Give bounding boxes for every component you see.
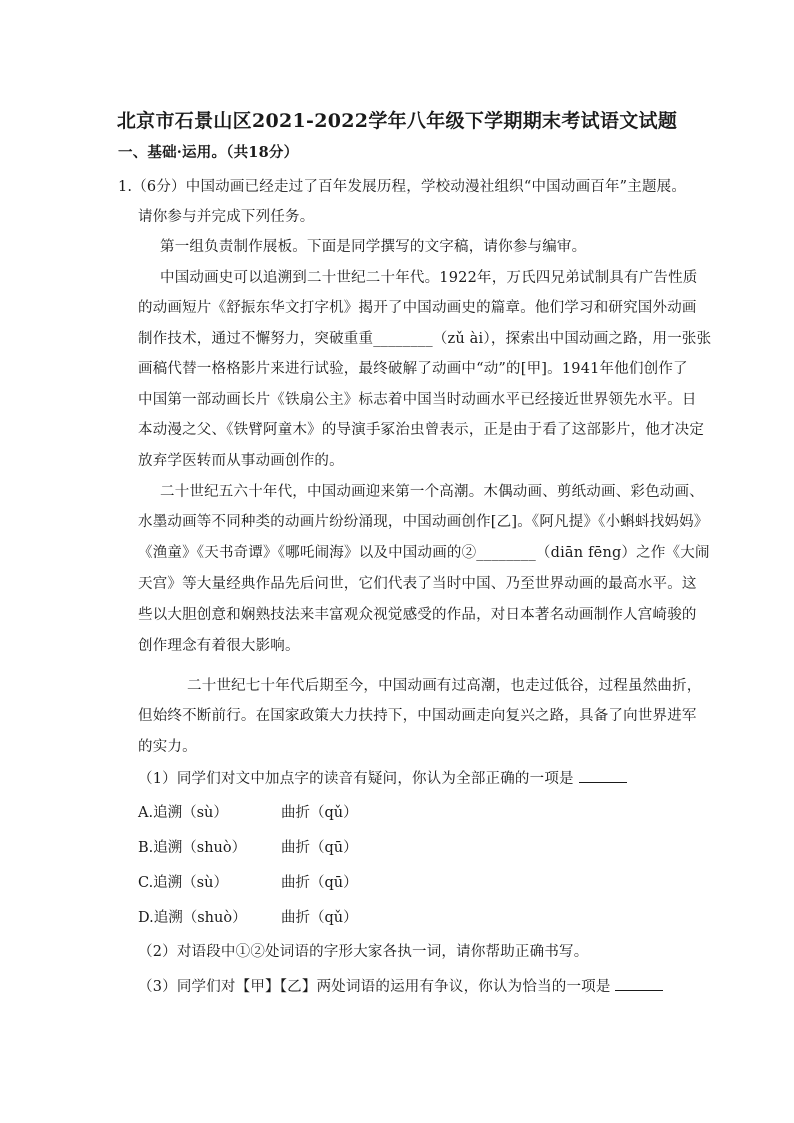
paragraph-2-line-5: 些以大胆创意和娴熟技法来丰富观众视觉感受的作品，对日本著名动画制作人宫崎骏的 (138, 607, 697, 623)
option-c[interactable] (138, 873, 358, 893)
paragraph-1-line-3: 制作技术，通过不懈努力，突破重重________（zǔ ài），探索出中国动画之路，用一张张 (138, 331, 712, 347)
paragraph-2-line-6: 创作理念有着很大影响。 (138, 638, 300, 654)
paragraph-2-line-3: 《渔童》《天书奇谭》《哪吒闹海》以及中国动画的②________（diān fēng）之作《大闹 (138, 545, 710, 561)
paragraph-1-line-6: 本动漫之父、《铁臂阿童木》的导演手冢治虫曾表示，正是由于看了这部影片，他才决定 (138, 422, 705, 438)
option-a-part1: A.追溯（sù） (138, 805, 228, 821)
subquestion-3 (138, 976, 663, 997)
paragraph-3-line-2: 但始终不断前行。在国家政策大力扶持下，中国动画走向复兴之路，具备了向世界进军 (138, 708, 697, 724)
paragraph-1-line-2: 的动画短片《舒振东华文打字机》揭开了中国动画史的篇章。他们学习和研究国外动画 (138, 300, 697, 316)
section-heading: 一、基础·运用。（共18分） (118, 144, 299, 161)
option-a[interactable] (138, 803, 358, 823)
paragraph-3-line-3: 的实力。 (138, 739, 197, 755)
paragraph-1-line-7: 放弃学医转而从事动画创作的。 (138, 453, 344, 469)
option-b-part2: 曲折（qū） (281, 840, 358, 856)
subquestion-3-text: （3）同学们对【甲】【乙】两处词语的运用有争议，你认为恰当的一项是 (138, 979, 611, 995)
document-title: 北京市石景山区2021-2022学年八年级下学期期末考试语文试题 (116, 110, 678, 132)
paragraph-2-line-4: 天宫》等大量经典作品先后问世，它们代表了当时中国、乃至世界动画的最高水平。这 (138, 576, 697, 592)
question-1-line-3: 第一组负责制作展板。下面是同学撰写的文字稿，请你参与编审。 (160, 239, 587, 255)
question-1-line-1: 1.（6分）中国动画已经走过了百年发展历程，学校动漫社组织“中国动画百年”主题展。 (118, 179, 687, 195)
subquestion-1 (138, 768, 627, 789)
paragraph-1-line-5: 中国第一部动画长片《铁扇公主》标志着中国当时动画水平已经接近世界领先水平。日 (138, 392, 697, 408)
option-c-part1: C.追溯（sù） (138, 875, 228, 891)
option-b-part1: B.追溯（shuò） (138, 840, 247, 856)
option-d-part1: D.追溯（shuò） (138, 910, 247, 926)
option-d-part2: 曲折（qǔ） (281, 910, 358, 926)
answer-blank-1[interactable] (579, 768, 627, 783)
subquestion-1-text: （1）同学们对文中加点字的读音有疑问，你认为全部正确的一项是 (138, 771, 574, 787)
question-1-line-2: 请你参与并完成下列任务。 (138, 209, 315, 225)
paragraph-2-line-1: 二十世纪五六十年代，中国动画迎来第一个高潮。木偶动画、剪纸动画、彩色动画、 (160, 484, 704, 500)
paragraph-1-line-4: 画稿代替一格格影片来进行试验，最终破解了动画中“动”的[甲]。1941年他们创作了 (138, 361, 688, 377)
paragraph-2-line-2: 水墨动画等不同种类的动画片纷纷涌现，中国动画创作[乙]。《阿凡提》《小蝌蚪找妈妈》 (138, 514, 709, 530)
subquestion-2: （2）对语段中①②处词语的字形大家各执一词，请你帮助正确书写。 (138, 944, 589, 960)
answer-blank-3[interactable] (615, 976, 663, 991)
option-b[interactable] (138, 838, 358, 858)
option-a-part2: 曲折（qǔ） (281, 805, 358, 821)
option-d[interactable] (138, 908, 358, 928)
paragraph-1-line-1: 中国动画史可以追溯到二十世纪二十年代。1922年，万氏四兄弟试制具有广告性质 (160, 270, 698, 286)
option-c-part2: 曲折（qū） (281, 875, 358, 891)
paragraph-3-line-1: 二十世纪七十年代后期至今，中国动画有过高潮，也走过低谷，过程虽然曲折， (187, 678, 702, 694)
